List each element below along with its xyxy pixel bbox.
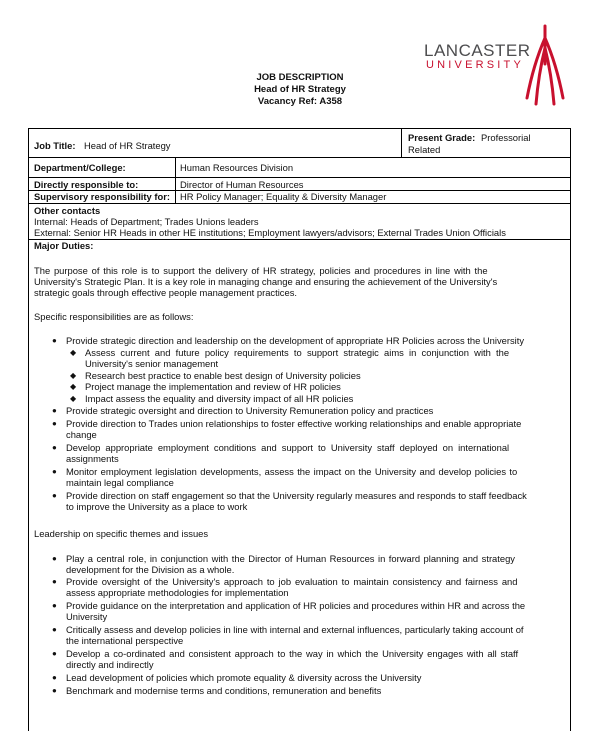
bullet-icon: ● bbox=[52, 686, 57, 695]
list-item-cont: development for the Division as a whole. bbox=[66, 564, 235, 575]
leadership-intro: Leadership on specific themes and issues bbox=[34, 528, 209, 539]
bullet-icon: ● bbox=[52, 601, 57, 610]
supervisory-value: HR Policy Manager; Equality & Diversity Manager bbox=[180, 191, 387, 202]
list-item: Provide strategic direction and leadership on the development of appropriate HR Policies across the University bbox=[66, 335, 525, 346]
job-description-table bbox=[28, 128, 571, 731]
sub-bullet-icon: ◆ bbox=[70, 371, 77, 380]
row-divider bbox=[29, 203, 570, 204]
purpose-line: strategic goals through effective people management practices. bbox=[34, 287, 298, 298]
list-item: Develop appropriate employment conditions and support to University staff deployed on international bbox=[66, 442, 510, 453]
heading-role: Head of HR Strategy bbox=[254, 84, 346, 95]
bullet-icon: ● bbox=[52, 625, 57, 634]
logo-wordmark: LANCASTER bbox=[424, 41, 531, 60]
external-contacts: External: Senior HR Heads in other HE institutions; Employment lawyers/advisors; External Trades Union Officials bbox=[34, 227, 506, 238]
department-label: Department/College: bbox=[34, 162, 126, 173]
list-item: Lead development of policies which promote equality & diversity across the University bbox=[66, 672, 422, 683]
row-divider bbox=[29, 239, 570, 240]
bullet-icon: ● bbox=[52, 554, 57, 563]
sub-bullet-icon: ◆ bbox=[70, 394, 77, 403]
row-divider bbox=[29, 157, 570, 158]
row-divider bbox=[29, 177, 570, 178]
bullet-icon: ● bbox=[52, 336, 57, 345]
bullet-icon: ● bbox=[52, 649, 57, 658]
logo-subtitle: UNIVERSITY bbox=[426, 59, 525, 71]
list-item: Provide strategic oversight and direction to University Remuneration policy and practices bbox=[66, 405, 434, 416]
grade-value-cont: Related bbox=[408, 144, 441, 155]
directly-responsible-label: Directly responsible to: bbox=[34, 179, 139, 190]
column-divider bbox=[401, 129, 402, 157]
purpose-line: University's Strategic Plan. It is a key role in managing change and ensuring the achievement of the University's bbox=[34, 276, 498, 287]
sub-list-item-cont: University's senior management bbox=[85, 358, 219, 369]
list-item: Benchmark and modernise terms and conditions, remuneration and benefits bbox=[66, 685, 382, 696]
list-item-cont: the international perspective bbox=[66, 635, 184, 646]
sub-list-item: Project manage the implementation and review of HR policies bbox=[85, 381, 341, 392]
list-item: Provide direction to Trades union relationships to foster effective working relationships and enable appropriate bbox=[66, 418, 522, 429]
list-item: Provide oversight of the University's approach to job evaluation to maintain consistency and fairness and bbox=[66, 576, 518, 587]
job-title-label: Job Title: bbox=[34, 140, 76, 151]
sub-bullet-icon: ◆ bbox=[70, 382, 77, 391]
list-item-cont: directly and indirectly bbox=[66, 659, 154, 670]
bullet-icon: ● bbox=[52, 443, 57, 452]
purpose-line: The purpose of this role is to support the delivery of HR strategy, policies and procedures in line with the bbox=[34, 265, 488, 276]
bullet-icon: ● bbox=[52, 467, 57, 476]
sub-bullet-icon: ◆ bbox=[70, 348, 77, 357]
list-item: Provide direction on staff engagement so that the University regularly measures and responds to staff feedback bbox=[66, 490, 527, 501]
department-value: Human Resources Division bbox=[180, 162, 294, 173]
directly-responsible-value: Director of Human Resources bbox=[180, 179, 304, 190]
column-divider bbox=[175, 158, 176, 203]
bullet-icon: ● bbox=[52, 491, 57, 500]
job-title-value: Head of HR Strategy bbox=[84, 140, 171, 151]
other-contacts-label: Other contacts bbox=[34, 205, 101, 216]
list-item: Monitor employment legislation developments, assess the impact on the University and develop policies to bbox=[66, 466, 518, 477]
sub-list-item: Research best practice to enable best design of University policies bbox=[85, 370, 361, 381]
heading-title: JOB DESCRIPTION bbox=[256, 72, 344, 83]
list-item-cont: maintain legal compliance bbox=[66, 477, 174, 488]
supervisory-label: Supervisory responsibility for: bbox=[34, 191, 170, 202]
bullet-icon: ● bbox=[52, 419, 57, 428]
bullet-icon: ● bbox=[52, 577, 57, 586]
list-item-cont: assignments bbox=[66, 453, 119, 464]
list-item-cont: change bbox=[66, 429, 97, 440]
document-heading bbox=[0, 72, 600, 108]
internal-contacts: Internal: Heads of Department; Trades Unions leaders bbox=[34, 216, 259, 227]
bullet-icon: ● bbox=[52, 673, 57, 682]
list-item: Critically assess and develop policies in line with internal and external influences, particularly taking account of bbox=[66, 624, 524, 635]
grade-value: Professorial bbox=[481, 132, 531, 143]
bullet-icon: ● bbox=[52, 406, 57, 415]
sub-list-item: Impact assess the equality and diversity impact of all HR policies bbox=[85, 393, 354, 404]
specific-responsibilities-intro: Specific responsibilities are as follows: bbox=[34, 311, 194, 322]
list-item-cont: to improve the University as a place to work bbox=[66, 501, 248, 512]
sub-list-item: Assess current and future policy requirements to support strategic aims in conjunction with the bbox=[85, 347, 510, 358]
list-item: Provide guidance on the interpretation and application of HR policies and procedures within HR and across the bbox=[66, 600, 526, 611]
major-duties-label: Major Duties: bbox=[34, 240, 94, 251]
list-item: Develop a co-ordinated and consistent approach to the way in which the University engages with all staff bbox=[66, 648, 519, 659]
grade-label: Present Grade: bbox=[408, 132, 476, 143]
list-item-cont: assess appropriate methodologies for implementation bbox=[66, 587, 289, 598]
list-item: Play a central role, in conjunction with the Director of Human Resources in forward planning and strategy bbox=[66, 553, 515, 564]
list-item-cont: University bbox=[66, 611, 108, 622]
heading-vacancy-ref: Vacancy Ref: A358 bbox=[257, 96, 343, 107]
